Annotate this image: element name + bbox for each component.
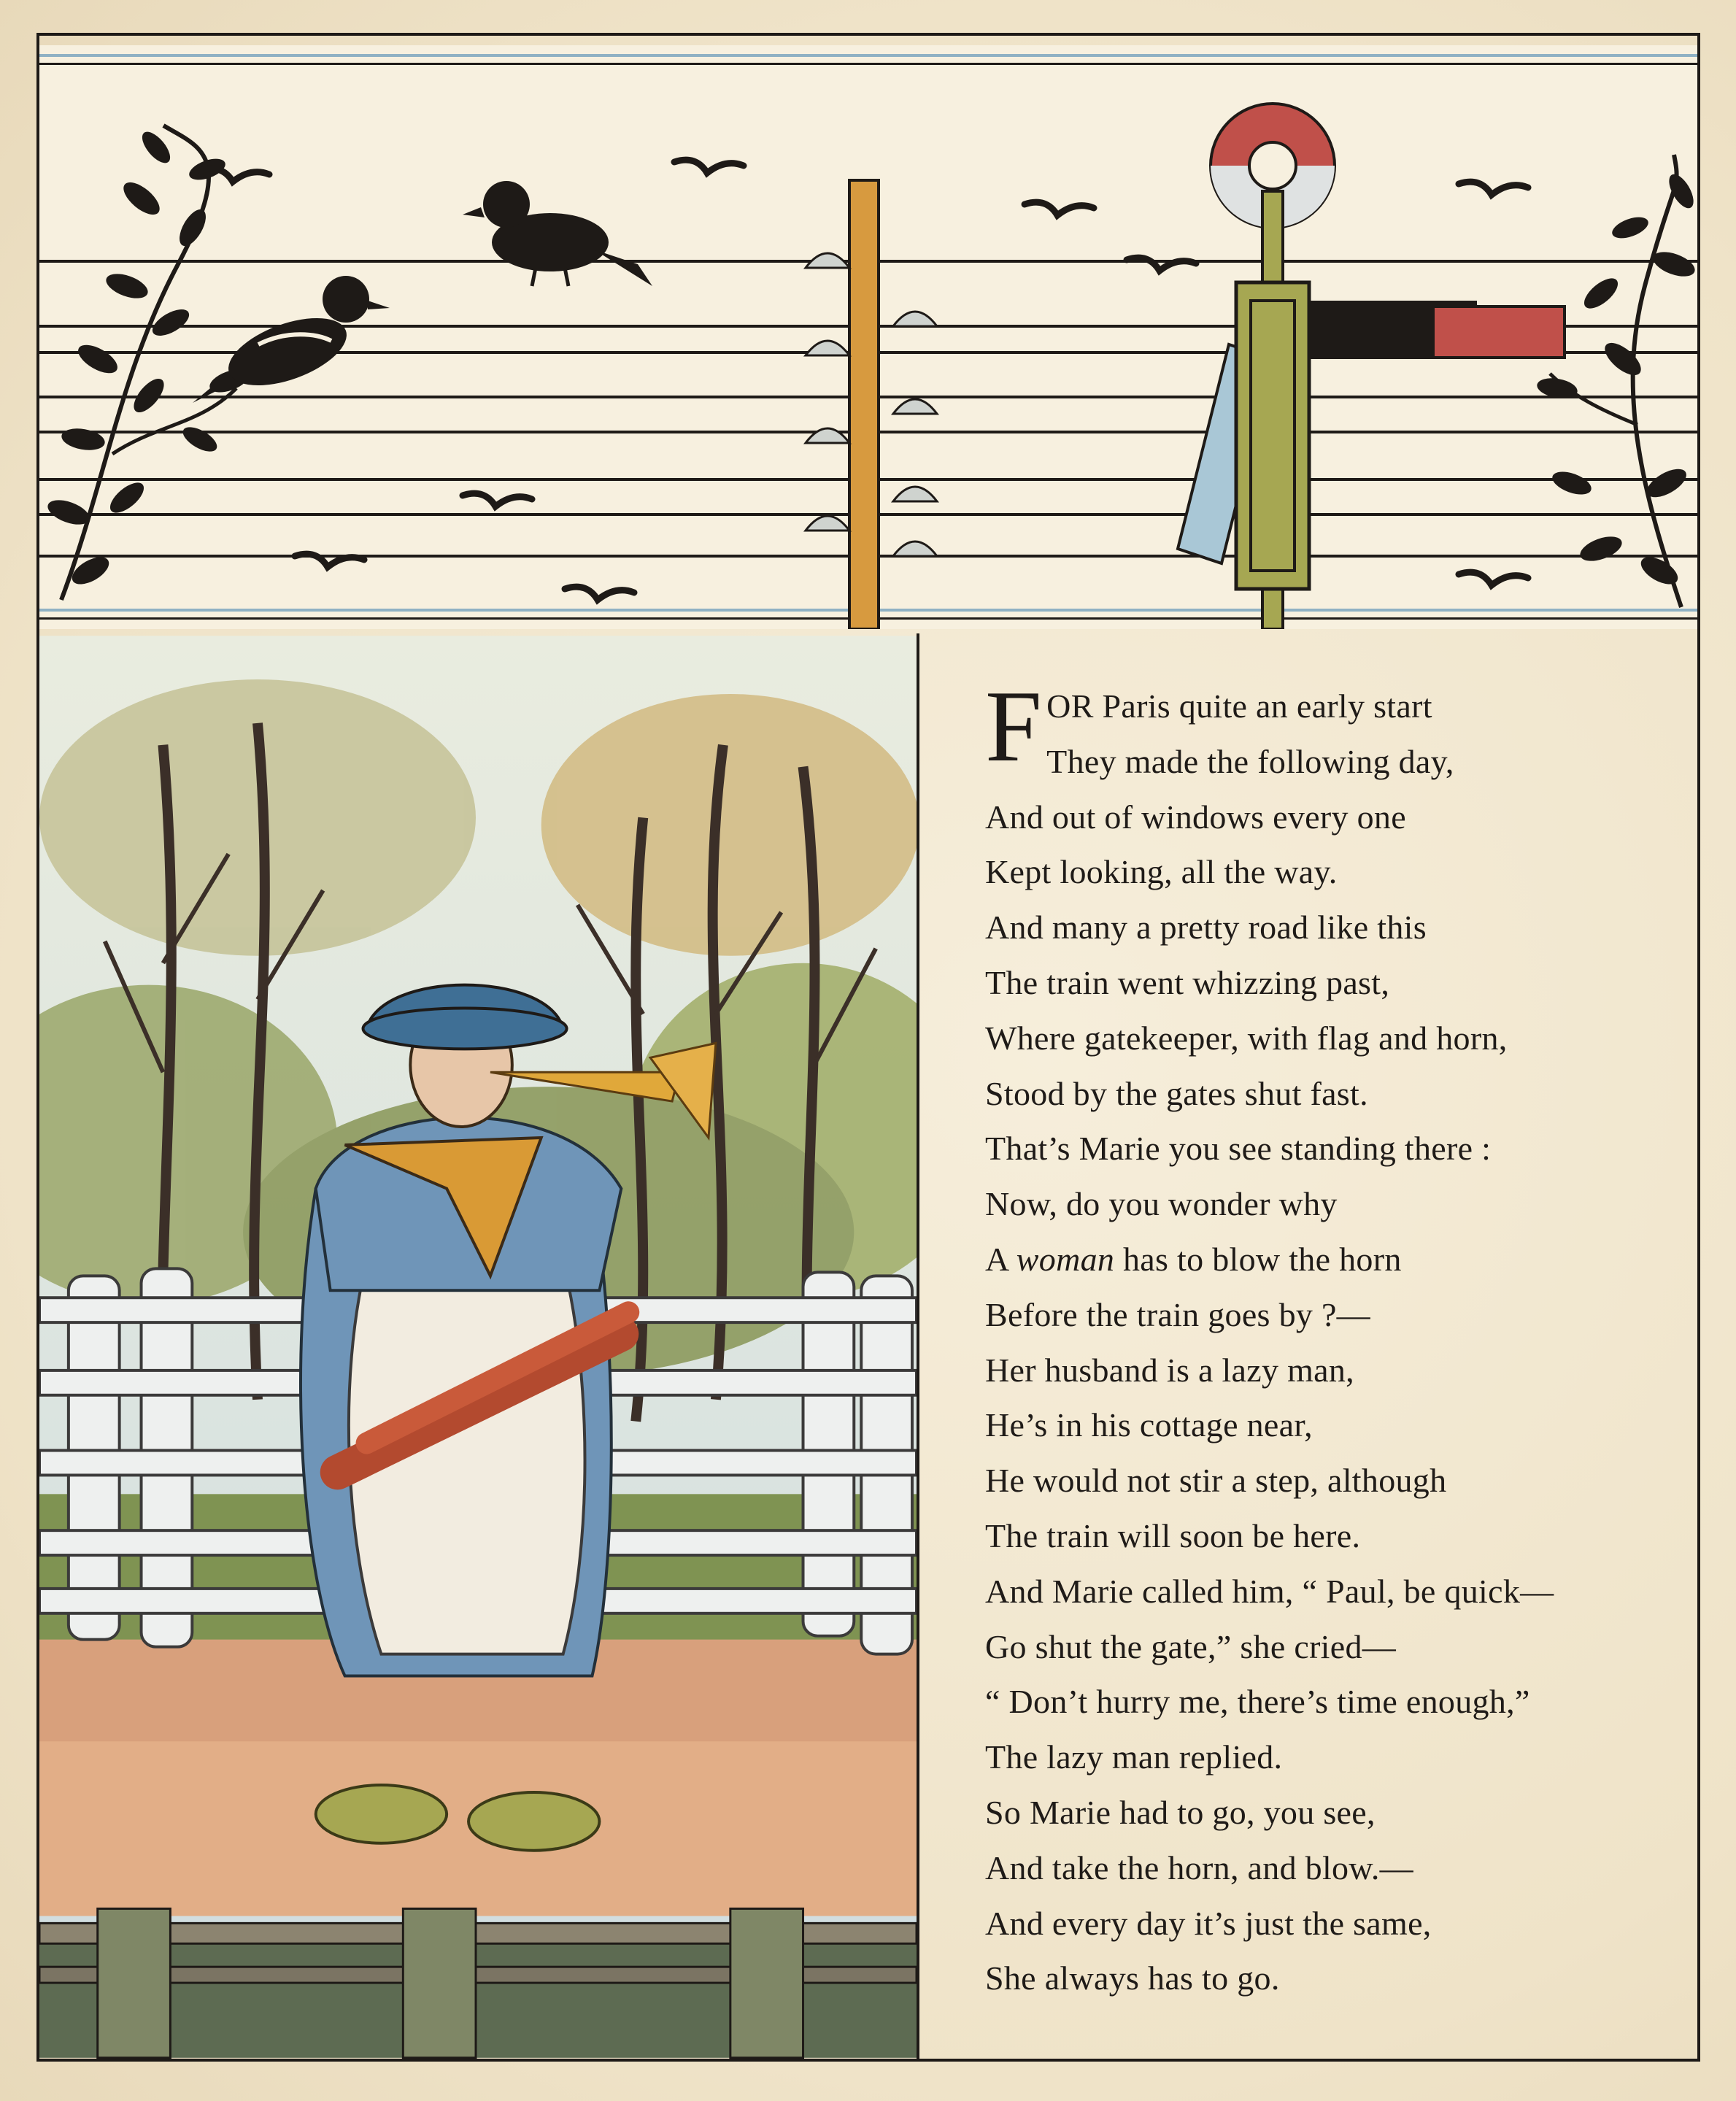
poem-line: Where gatekeeper, with flag and horn, <box>985 1019 1508 1057</box>
poem-text <box>985 670 1686 2006</box>
top-blue-rule <box>39 54 1697 57</box>
poem-line: The lazy man replied. <box>985 1738 1283 1776</box>
poem-line: He’s in his cottage near, <box>985 1406 1313 1444</box>
poem-line: And many a pretty road like this <box>985 909 1427 947</box>
poem-line: Now, do you wonder why <box>985 1185 1338 1223</box>
poem-line: They made the following day, <box>1046 742 1454 780</box>
poem-line: He would not stir a step, although <box>985 1462 1447 1500</box>
poem-line: The train will soon be here. <box>985 1516 1361 1554</box>
poem-line: And out of windows every one <box>985 798 1406 836</box>
poem-line: Before the train goes by ?— <box>985 1295 1370 1333</box>
poem-line: The train went whizzing past, <box>985 963 1390 1001</box>
poem-line: And Marie called him, “ Paul, be quick— <box>985 1572 1554 1610</box>
drop-cap: F <box>985 670 1043 783</box>
emphasis-woman: woman <box>1016 1240 1115 1278</box>
railway-track <box>39 1908 917 2057</box>
poem-line: So Marie had to go, you see, <box>985 1793 1376 1831</box>
poem-line: Her husband is a lazy man, <box>985 1351 1354 1389</box>
poem-line: And every day it’s just the same, <box>985 1904 1432 1942</box>
poem-line: She always has to go. <box>985 1959 1280 1997</box>
poem-opening <box>985 670 1686 790</box>
banner-illustration <box>39 45 1697 629</box>
poem-line: That’s Marie you see standing there : <box>985 1130 1492 1168</box>
poem-line: Stood by the gates shut fast. <box>985 1074 1368 1112</box>
poem-line: “ Don’t hurry me, there’s time enough,” <box>985 1683 1530 1721</box>
poem-line: Kept looking, all the way. <box>985 853 1338 891</box>
poem-line: And take the horn, and blow.— <box>985 1849 1413 1886</box>
poem-line: OR Paris quite an early start <box>1046 687 1432 725</box>
poem-line: Go shut the gate,” she cried— <box>985 1627 1397 1665</box>
poem-line: A woman has to blow the horn <box>985 1240 1402 1278</box>
gatekeeper-illustration <box>39 633 919 2060</box>
